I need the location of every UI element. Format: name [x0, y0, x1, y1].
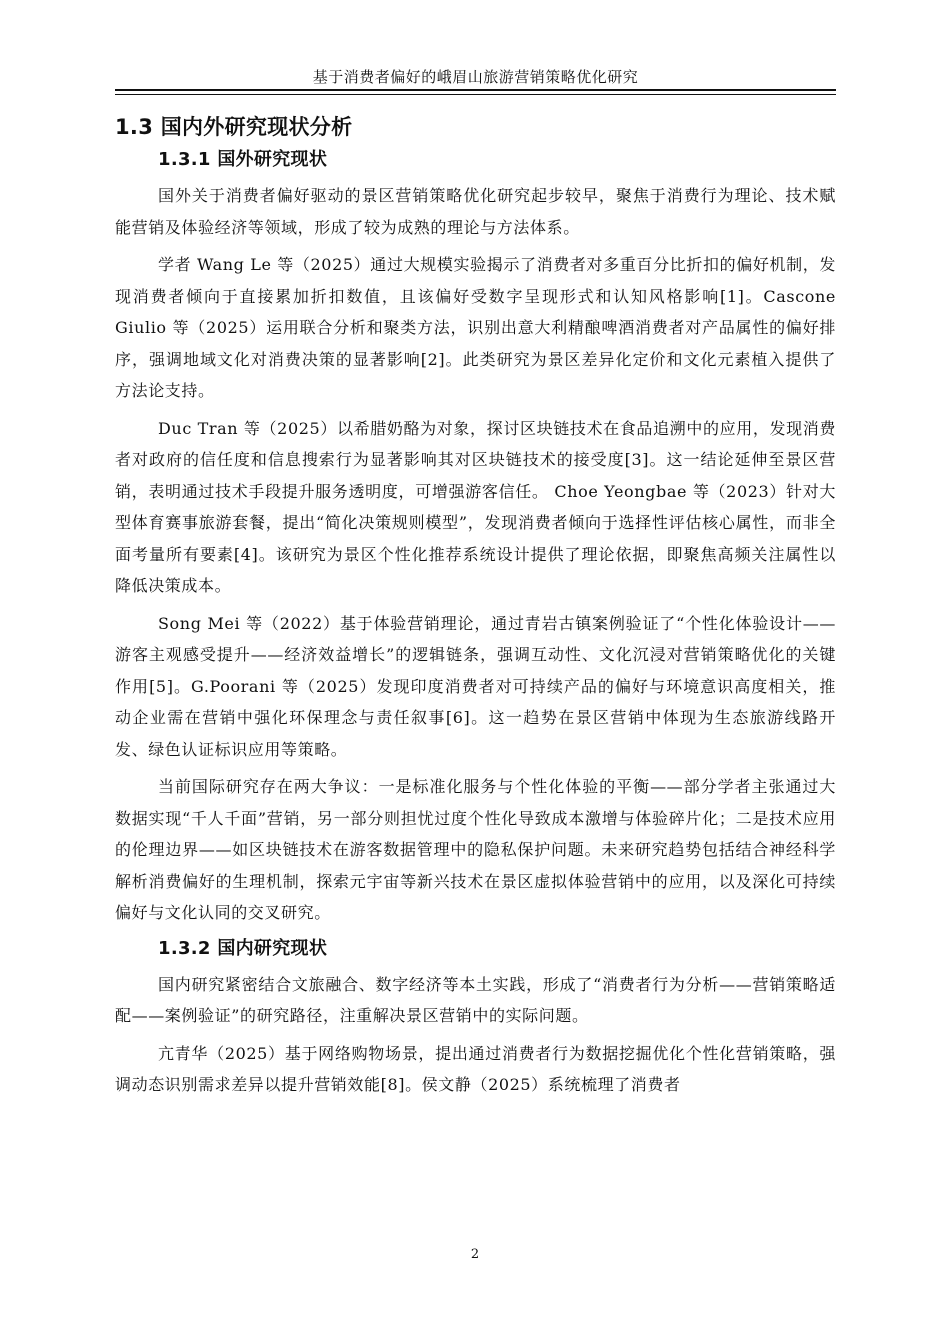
paragraph: 当前国际研究存在两大争议：一是标准化服务与个性化体验的平衡——部分学者主张通过大数据实现“千人千面”营销，另一部分则担忧过度个性化导致成本激增与体验碎片化；二是技术应用的伦理边界——如区块链技术在游客数据管理中的隐私保护问题。未来研究趋势包括结合神经科学解析消费偏好的生理机制，探索元宇宙等新兴技术在景区虚拟体验营销中的应用，以及深化可持续偏好与文化认同的交叉研究。	[115, 777, 836, 922]
header-rule-thick	[115, 89, 836, 91]
page-body	[115, 112, 836, 1107]
paragraph: 国外关于消费者偏好驱动的景区营销策略优化研究起步较早，聚焦于消费行为理论、技术赋能营销及体验经济等领域，形成了较为成熟的理论与方法体系。	[115, 186, 836, 237]
paragraph: Duc Tran 等（2025）以希腊奶酪为对象，探讨区块链技术在食品追溯中的应用，发现消费者对政府的信任度和信息搜索行为显著影响其对区块链技术的接受度[3]。这一结论延伸至景区营销，表明通过技术手段提升服务透明度，可增强游客信任。 Choe Yeongbae 等（2023）针对大型体育赛事旅游套餐，提出“简化决策规则模型”，发现消费者倾向于选择性评估核心属性，而非全面考量所有要素[4]。该研究为景区个性化推荐系统设计提供了理论依据，即聚焦高频关注属性以降低决策成本。	[115, 418, 836, 595]
running-header-title: 基于消费者偏好的峨眉山旅游营销策略优化研究	[312, 68, 639, 86]
paragraph: 亢青华（2025）基于网络购物场景，提出通过消费者行为数据挖掘优化个性化营销策略，强调动态识别需求差异以提升营销效能[8]。侯文静（2025）系统梳理了消费者	[115, 1043, 836, 1094]
paragraph: Song Mei 等（2022）基于体验营销理论，通过青岩古镇案例验证了“个性化体验设计——游客主观感受提升——经济效益增长”的逻辑链条，强调互动性、文化沉浸对营销策略优化的关键作用[5]。G.Poorani 等（2025）发现印度消费者对可持续产品的偏好与环境意识高度相关，推动企业需在营销中强化环保理念与责任叙事[6]。这一趋势在景区营销中体现为生态旅游线路开发、绿色认证标识应用等策略。	[115, 613, 836, 759]
section-heading: 1.3 国内外研究现状分析	[115, 115, 353, 139]
header-rule-thin	[115, 94, 836, 95]
subsection-heading-foreign: 1.3.1 国外研究现状	[158, 149, 328, 170]
paragraph: 国内研究紧密结合文旅融合、数字经济等本土实践，形成了“消费者行为分析——营销策略适配——案例验证”的研究路径，注重解决景区营销中的实际问题。	[115, 974, 836, 1025]
paragraph: 学者 Wang Le 等（2025）通过大规模实验揭示了消费者对多重百分比折扣的偏好机制，发现消费者倾向于直接累加折扣数值，且该偏好受数字呈现形式和认知风格影响[1]。Cascone Giulio 等（2025）运用联合分析和聚类方法，识别出意大利精酿啤酒消费者对产品属性的偏好排序，强调地域文化对消费决策的显著影响[2]。此类研究为景区差异化定价和文化元素植入提供了方法论支持。	[115, 255, 836, 400]
subsection-heading-domestic: 1.3.2 国内研究现状	[158, 937, 328, 959]
page-number: 2	[470, 1247, 480, 1262]
